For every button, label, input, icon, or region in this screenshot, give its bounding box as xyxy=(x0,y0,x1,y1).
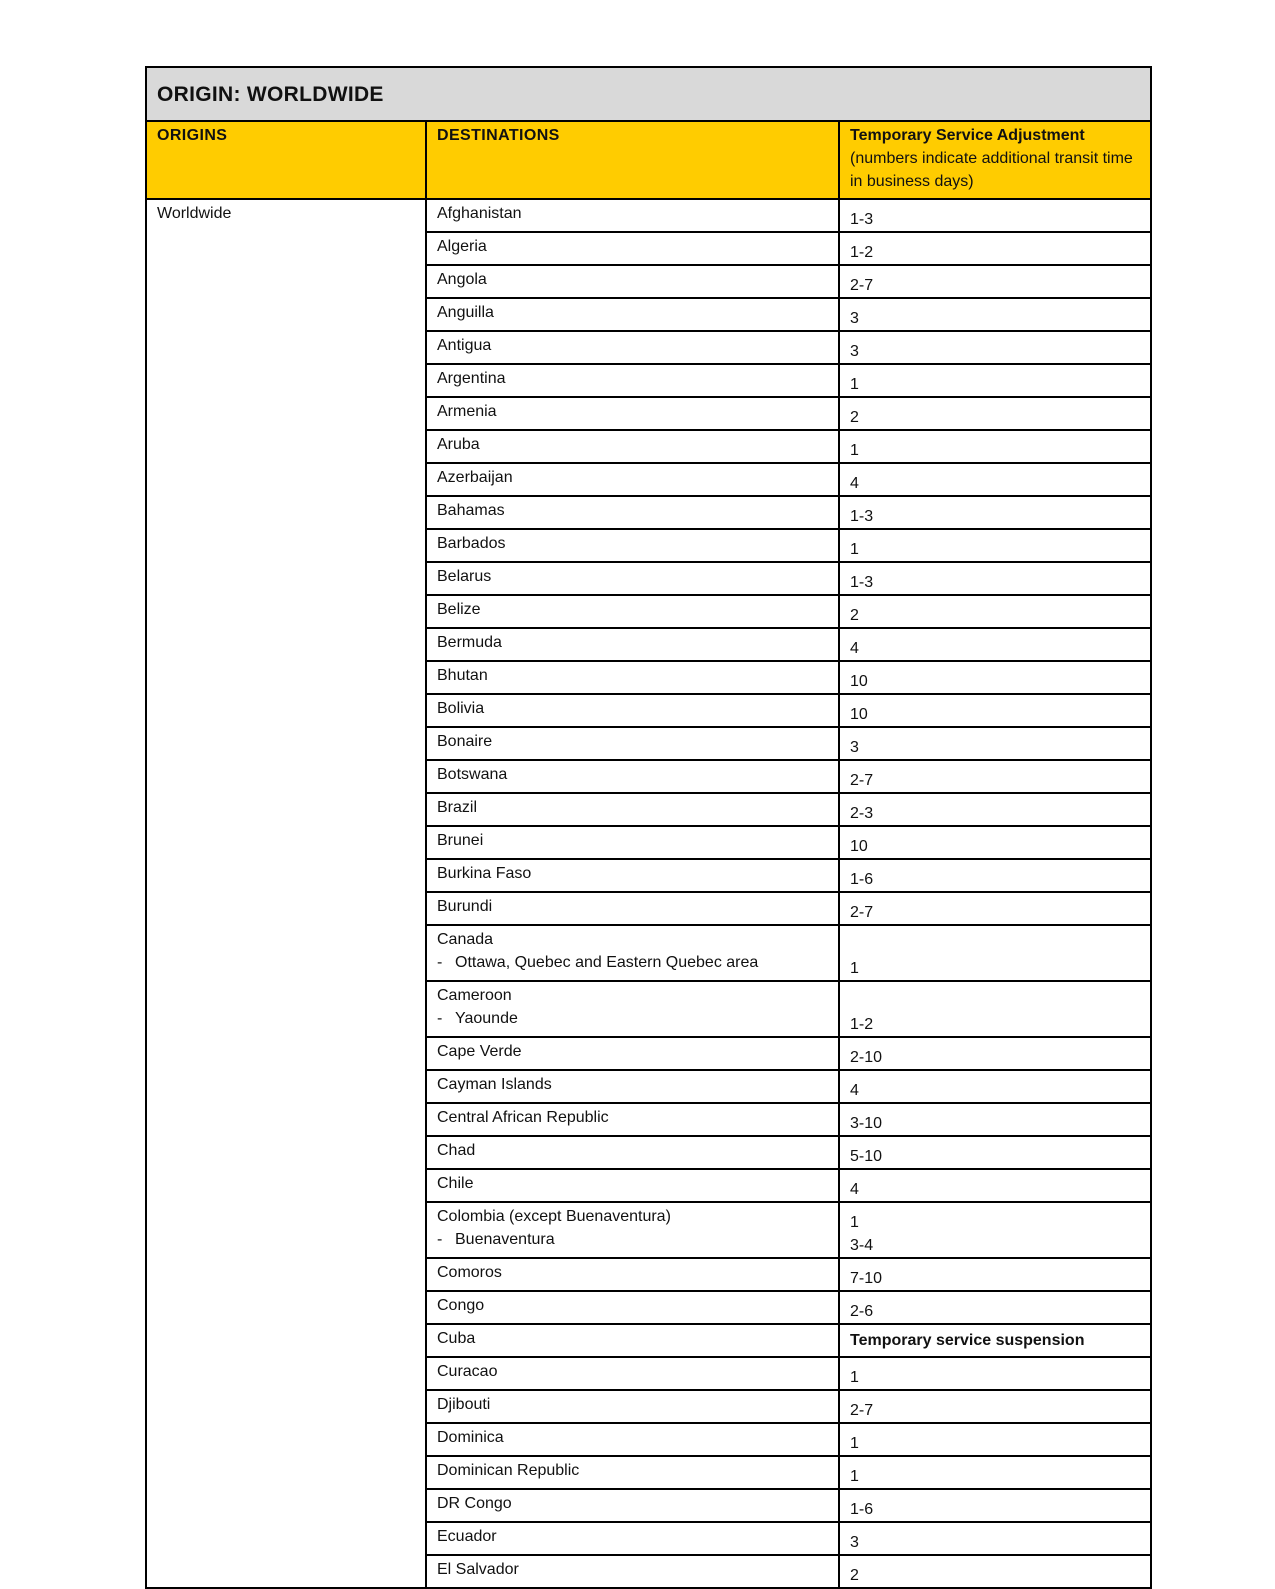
destination-cell xyxy=(426,1202,839,1258)
destination-name: Burundi xyxy=(437,898,493,915)
transit-adjustment-cell: 1-6 xyxy=(839,859,1151,892)
transit-adjustment-cell: 10 xyxy=(839,661,1151,694)
list-dash: - xyxy=(437,954,443,971)
destination-subarea xyxy=(437,1007,828,1030)
destination-cell xyxy=(426,595,839,628)
transit-adjustment-cell: 1 xyxy=(839,1423,1151,1456)
destination-cell xyxy=(426,859,839,892)
destination-cell xyxy=(426,1136,839,1169)
destination-name: Congo xyxy=(437,1297,485,1314)
destination-cell xyxy=(426,892,839,925)
destination-name: El Salvador xyxy=(437,1561,519,1578)
transit-adjustment-cell: 1 xyxy=(839,1357,1151,1390)
transit-adjustment-cell: 2 xyxy=(839,1555,1151,1588)
table-row xyxy=(146,199,1151,232)
transit-adjustment-cell: 7-10 xyxy=(839,1258,1151,1291)
destination-name: Brazil xyxy=(437,799,478,816)
destination-cell xyxy=(426,232,839,265)
destination-name: Chad xyxy=(437,1142,476,1159)
destination-name: Cayman Islands xyxy=(437,1076,552,1093)
destination-name: Comoros xyxy=(437,1264,502,1281)
destination-cell xyxy=(426,694,839,727)
destination-name: Central African Republic xyxy=(437,1109,609,1126)
transit-adjustment-cell xyxy=(839,1202,1151,1258)
transit-adjustment-cell: 10 xyxy=(839,826,1151,859)
destination-cell xyxy=(426,826,839,859)
destination-cell xyxy=(426,1291,839,1324)
transit-adjustment-cell: 1 xyxy=(839,529,1151,562)
transit-adjustment-cell: 1 xyxy=(839,430,1151,463)
destination-cell xyxy=(426,760,839,793)
transit-adjustment-cell: 2 xyxy=(839,595,1151,628)
transit-adjustment-cell: 2 xyxy=(839,397,1151,430)
transit-adjustment-cell: 2-10 xyxy=(839,1037,1151,1070)
destination-cell xyxy=(426,529,839,562)
destination-name: Bahamas xyxy=(437,502,505,519)
destination-name: Bhutan xyxy=(437,667,488,684)
transit-adjustment-cell: 4 xyxy=(839,628,1151,661)
rate-schedule-page xyxy=(145,66,1150,1589)
destination-name: Armenia xyxy=(437,403,497,420)
destination-name: Argentina xyxy=(437,370,506,387)
destination-name: Chile xyxy=(437,1175,474,1192)
destination-cell xyxy=(426,463,839,496)
destination-cell xyxy=(426,1037,839,1070)
list-dash: - xyxy=(437,1010,443,1027)
adjustment-header-note: (numbers indicate additional transit time in business days) xyxy=(850,150,1133,190)
transit-adjustment-cell: 5-10 xyxy=(839,1136,1151,1169)
destination-cell xyxy=(426,1357,839,1390)
destination-name: Belize xyxy=(437,601,481,618)
destination-name: Afghanistan xyxy=(437,205,522,222)
transit-adjustment-cell: 3 xyxy=(839,727,1151,760)
table-title: ORIGIN: WORLDWIDE xyxy=(146,67,1151,121)
transit-adjustment-cell: 2-7 xyxy=(839,1390,1151,1423)
destination-cell xyxy=(426,562,839,595)
destination-cell xyxy=(426,199,839,232)
destination-cell xyxy=(426,1169,839,1202)
destination-name: Cape Verde xyxy=(437,1043,522,1060)
transit-adjustment-cell: Temporary service suspension xyxy=(839,1324,1151,1357)
destination-cell xyxy=(426,1555,839,1588)
transit-adjustment-cell: 1-3 xyxy=(839,562,1151,595)
destination-name: Cameroon xyxy=(437,987,512,1004)
destination-name: Anguilla xyxy=(437,304,494,321)
transit-adjustment-cell: 1-3 xyxy=(839,199,1151,232)
destinations-header: DESTINATIONS xyxy=(426,121,839,199)
transit-adjustment-cell: 1-2 xyxy=(839,232,1151,265)
destination-cell xyxy=(426,397,839,430)
adjustment-header xyxy=(839,121,1151,199)
destination-cell xyxy=(426,1456,839,1489)
destination-name: Canada xyxy=(437,931,494,948)
destination-name: Curacao xyxy=(437,1363,498,1380)
destination-cell xyxy=(426,1522,839,1555)
transit-adjustment-value-secondary: 3-4 xyxy=(850,1237,874,1254)
destination-subarea xyxy=(437,1228,828,1251)
destination-cell xyxy=(426,298,839,331)
destination-name: Cuba xyxy=(437,1330,476,1347)
destination-cell xyxy=(426,364,839,397)
destination-name: Bonaire xyxy=(437,733,493,750)
destination-name: Aruba xyxy=(437,436,480,453)
destination-cell xyxy=(426,1103,839,1136)
destination-cell xyxy=(426,1324,839,1357)
destination-name: Azerbaijan xyxy=(437,469,513,486)
transit-adjustment-cell: 1-2 xyxy=(839,981,1151,1037)
transit-adjustment-cell: 2-7 xyxy=(839,892,1151,925)
transit-adjustment-cell: 3 xyxy=(839,1522,1151,1555)
destination-cell xyxy=(426,331,839,364)
destination-cell xyxy=(426,727,839,760)
destination-cell xyxy=(426,628,839,661)
transit-adjustment-cell: 4 xyxy=(839,1169,1151,1202)
transit-adjustment-cell: 10 xyxy=(839,694,1151,727)
destination-subarea-name: Yaounde xyxy=(455,1010,518,1027)
destination-cell xyxy=(426,1390,839,1423)
destination-name: Barbados xyxy=(437,535,506,552)
transit-adjustment-cell: 3-10 xyxy=(839,1103,1151,1136)
transit-adjustment-cell: 3 xyxy=(839,298,1151,331)
destination-cell xyxy=(426,496,839,529)
destination-name: Botswana xyxy=(437,766,508,783)
destination-name: Bolivia xyxy=(437,700,485,717)
destination-name: Dominican Republic xyxy=(437,1462,580,1479)
origins-header: ORIGINS xyxy=(146,121,426,199)
origin-cell: Worldwide xyxy=(146,199,426,1588)
destination-cell xyxy=(426,430,839,463)
destination-cell xyxy=(426,981,839,1037)
transit-adjustment-cell: 1 xyxy=(839,925,1151,981)
destination-cell xyxy=(426,265,839,298)
destination-cell xyxy=(426,793,839,826)
destination-name: Colombia (except Buenaventura) xyxy=(437,1208,671,1225)
destination-name: Antigua xyxy=(437,337,492,354)
header-row xyxy=(146,121,1151,199)
destination-name: Burkina Faso xyxy=(437,865,532,882)
destination-name: Ecuador xyxy=(437,1528,497,1545)
transit-adjustment-table xyxy=(145,66,1152,1589)
transit-adjustment-cell: 2-6 xyxy=(839,1291,1151,1324)
destination-cell xyxy=(426,1258,839,1291)
destination-name: Djibouti xyxy=(437,1396,491,1413)
destination-name: Algeria xyxy=(437,238,487,255)
destination-subarea xyxy=(437,951,828,974)
destination-cell xyxy=(426,925,839,981)
destination-name: Bermuda xyxy=(437,634,502,651)
destination-name: Dominica xyxy=(437,1429,504,1446)
destination-name: Brunei xyxy=(437,832,484,849)
destination-subarea-name: Buenaventura xyxy=(455,1231,555,1248)
destination-cell xyxy=(426,1070,839,1103)
destination-name: Belarus xyxy=(437,568,492,585)
destination-name: DR Congo xyxy=(437,1495,512,1512)
transit-adjustment-cell: 1-6 xyxy=(839,1489,1151,1522)
transit-adjustment-cell: 1 xyxy=(839,1456,1151,1489)
transit-adjustment-cell: 3 xyxy=(839,331,1151,364)
transit-adjustment-cell: 4 xyxy=(839,463,1151,496)
destination-cell xyxy=(426,1423,839,1456)
destination-cell xyxy=(426,1489,839,1522)
destination-subarea-name: Ottawa, Quebec and Eastern Quebec area xyxy=(455,954,759,971)
destination-name: Angola xyxy=(437,271,487,288)
adjustment-header-title: Temporary Service Adjustment xyxy=(850,127,1085,144)
transit-adjustment-cell: 2-7 xyxy=(839,265,1151,298)
destination-cell xyxy=(426,661,839,694)
transit-adjustment-cell: 1-3 xyxy=(839,496,1151,529)
transit-adjustment-cell: 4 xyxy=(839,1070,1151,1103)
transit-adjustment-value: 1 xyxy=(850,1214,859,1231)
list-dash: - xyxy=(437,1231,443,1248)
transit-adjustment-cell: 2-3 xyxy=(839,793,1151,826)
transit-adjustment-cell: 1 xyxy=(839,364,1151,397)
transit-adjustment-cell: 2-7 xyxy=(839,760,1151,793)
